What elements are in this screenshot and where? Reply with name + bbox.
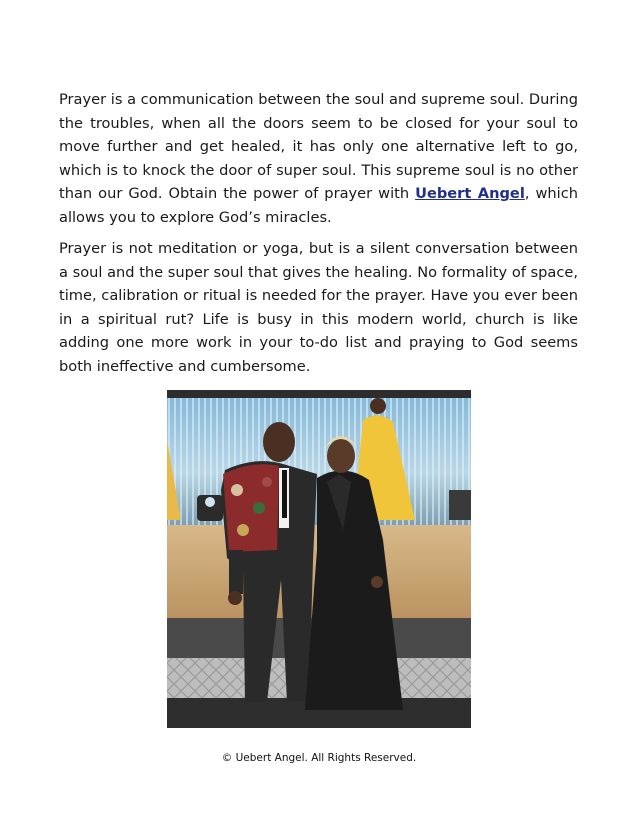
couple-photo-illustration	[167, 390, 471, 728]
paragraph-1-text-end: , which allows you to explore God’s miracles.	[59, 185, 578, 226]
copyright-footer: © Uebert Angel. All Rights Reserved.	[221, 752, 417, 764]
couple-photo	[167, 390, 471, 728]
uebert-angel-link[interactable]: Uebert Angel	[415, 185, 525, 202]
paragraph-1	[59, 88, 578, 229]
paragraph-1-text-start: Prayer is a communication between the soul and supreme soul. During the troubles, when all the doors seem to be closed for your soul to move further and get healed, it has only one alternative left to go, which is to knock the door of super soul. This supreme soul is no other than our God. Obtain the power of prayer with	[59, 91, 578, 202]
paragraph-2: Prayer is not meditation or yoga, but is a silent conversation between a soul and the super soul that gives the healing. No formality of space, time, calibration or ritual is needed for the prayer. Have you ever been in a spiritual rut? Life is busy in this modern world, church is like adding one more work in your to-do list and praying to God seems both ineffective and cumbersome.	[59, 240, 578, 375]
